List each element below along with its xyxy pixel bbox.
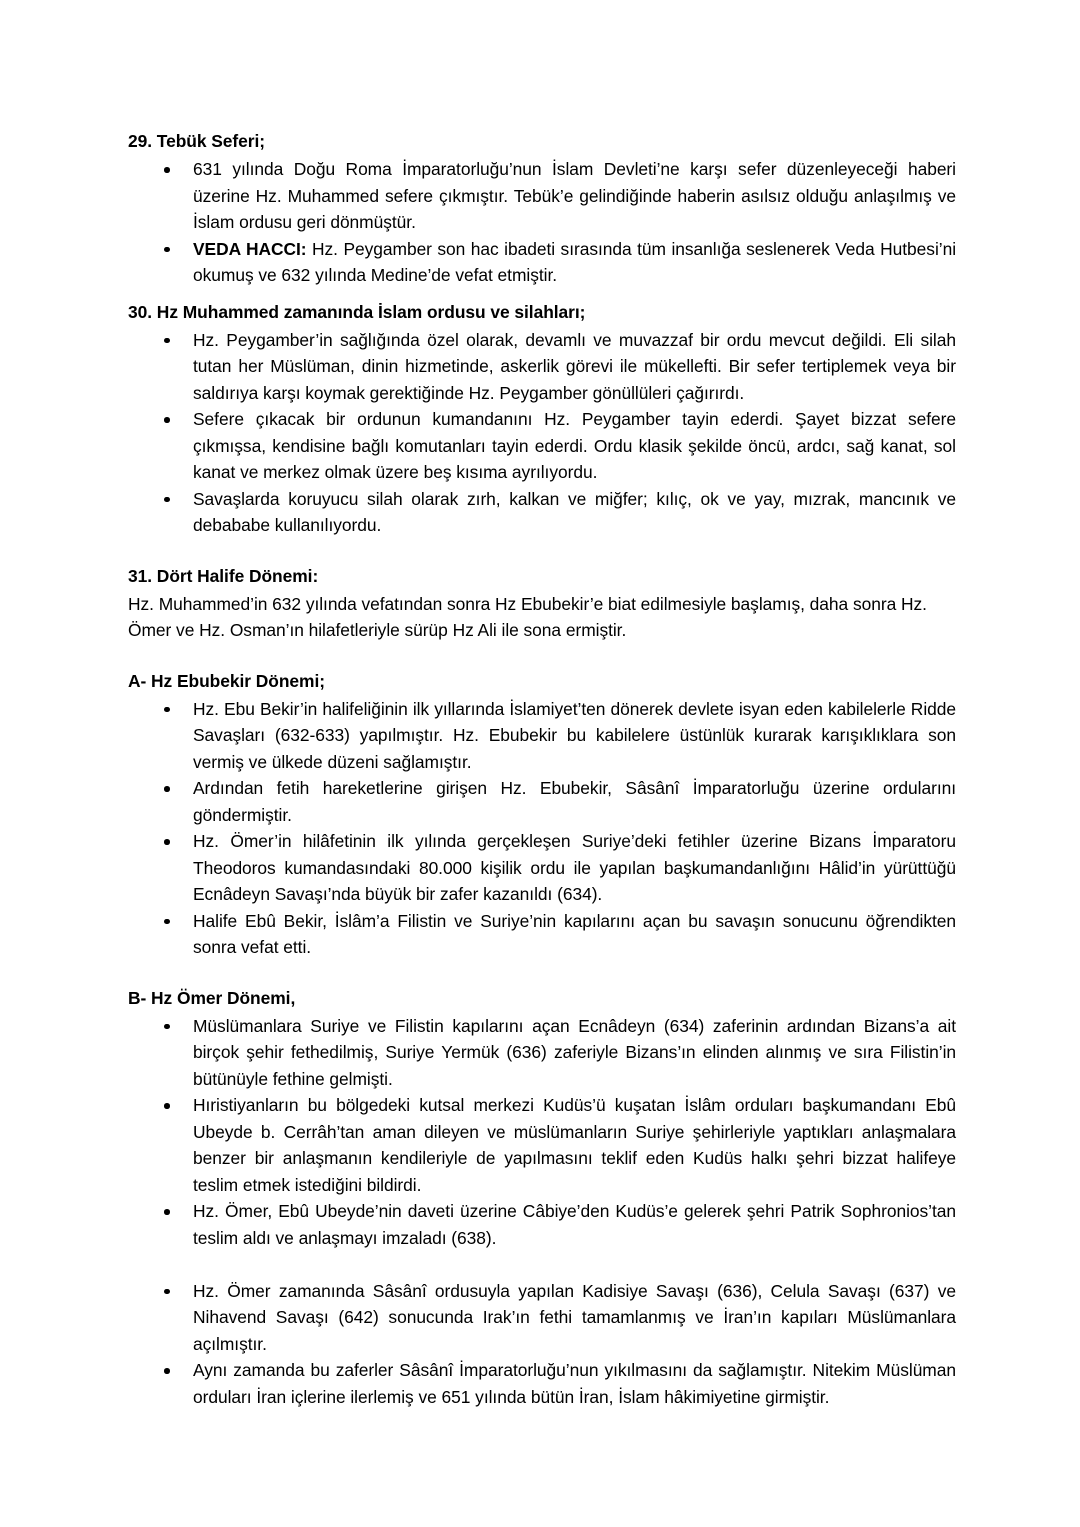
section-islam-ordusu [128,299,956,539]
list-item-text: Hz. Ömer zamanında Sâsânî ordusuyla yapılan Kadisiye Savaşı (636), Celula Savaşı (637) ve Nihavend Savaşı (642) sonucunda Irak’ın fethi tamamlanmış ve İran’ın kapıları Müslümanlara açılmıştır. [193,1280,956,1354]
spacer [128,644,956,668]
list-item [128,775,956,828]
list-item-text: Müslümanlara Suriye ve Filistin kapılarını açan Ecnâdeyn (634) zaferinin ardından Bizans’a ait birçok şehir fethedilmiş, Suriye Yermük (636) zaferiyle Bizans’ın elinden alınmış ve sıra Filistin’in bütünüyle fethine gelmişti. [193,1015,956,1089]
list-item [128,406,956,486]
list-item [128,236,956,289]
section-heading: 30. Hz Muhammed zamanında İslam ordusu ve silahları; [128,301,586,322]
list-item-text: Hıristiyanların bu bölgedeki kutsal merkezi Kudüs’ü kuşatan İslâm orduları başkumandanı Ebû Ubeyde b. Cerrâh’tan aman dileyen ve müslümanların Suriye şehirleriyle yaptıkları anlaşmalara benzer bir anlaşmanın kendileriyle de yapılmasını teklif eden Kudüs halkı şehri bizzat halifeye teslim etmek istediğini bildirdi. [193,1095,956,1195]
bullet-list [128,327,956,539]
list-item-text: Sefere çıkacak bir ordunun kumandanını Hz. Peygamber tayin ederdi. Şayet bizzat sefere çıkmışsa, kendisine bağlı komutanları tayin ederdi. Ordu klasik şekilde öncü, ardcı, sağ kanat, sol kanat ve merkez olmak üzere beş kısıma ayrılıyordu. [193,409,956,482]
section-heading: B- Hz Ömer Dönemi, [128,987,296,1008]
list-item [128,696,956,776]
bullet-list [128,156,956,289]
list-item-text: Hz. Peygamber’in sağlığında özel olarak, devamlı ve muvazzaf bir ordu mevcut değildi. Eli silah tutan her Müslüman, dinin hizmetinde, askerlik görevi ile mükellefti. Bir sefer tertiplemek veya bir saldırıya karşı koymak gerektiğinde Hz. Peygamber gönüllüleri çağırırdı. [193,329,956,403]
list-item [128,908,956,961]
list-item [128,327,956,407]
spacer [128,539,956,563]
list-item-text: Ardından fetih hareketlerine girişen Hz. Ebubekir, Sâsânî İmparatorluğu üzerine ordularını göndermiştir. [193,778,956,825]
list-item [128,486,956,539]
section-dort-halife-donemi [128,563,956,644]
section-tebuk-seferi [128,128,956,289]
section-heading: A- Hz Ebubekir Dönemi; [128,670,325,691]
bullet-list [128,1013,956,1411]
list-item [128,1198,956,1251]
section-hz-ebubekir-donemi [128,668,956,961]
section-hz-omer-donemi [128,985,956,1411]
list-item [128,1357,956,1410]
list-item-text: Halife Ebû Bekir, İslâm’a Filistin ve Suriye’nin kapılarını açan bu savaşın sonucunu öğrendikten sonra vefat etti. [193,910,956,957]
list-item-text: Aynı zamanda bu zaferler Sâsânî İmparatorluğu’nun yıkılmasını da sağlamıştır. Nitekim Müslüman orduları İran içlerine ilerlemiş ve 651 yılında bütün İran, İslam hâkimiyetine girmiştir. [193,1360,956,1407]
list-item-text: Hz. Ömer, Ebû Ubeyde’nin daveti üzerine Câbiye’den Kudüs’e gelerek şehri Patrik Sophronios’tan teslim aldı ve anlaşmayı imzaladı (638). [193,1201,956,1248]
section-paragraph: Hz. Muhammed’in 632 yılında vefatından sonra Hz Ebubekir’e biat edilmesiyle başlamış, daha sonra Hz. Ömer ve Hz. Osman’ın hilafetleriyle sürüp Hz Ali ile sona ermiştir. [128,593,927,640]
list-item [128,828,956,908]
bullet-list [128,696,956,961]
spacer [128,289,956,299]
list-item-lead: VEDA HACCI: [193,238,307,259]
list-item [128,1278,956,1358]
list-item-text: 631 yılında Doğu Roma İmparatorluğu’nun İslam Devleti’ne karşı sefer düzenleyeceği haberi üzerine Hz. Muhammed sefere çıkmıştır. Tebük’e gelindiğinde haberin asılsız olduğu anlaşılmış ve İslam ordusu geri dönmüştür. [193,159,956,232]
document-body [128,128,956,1410]
list-item-text: Hz. Peygamber son hac ibadeti sırasında tüm insanlığa seslenerek Veda Hutbesi’ni okumuş ve 632 yılında Medine’de vefat etmiştir. [193,238,957,285]
list-item [128,156,956,236]
section-heading: 31. Dört Halife Dönemi: [128,565,319,586]
list-item-text: Hz. Ebu Bekir’in halifeliğinin ilk yıllarında İslamiyet’ten dönerek devlete isyan eden kabilelerle Ridde Savaşları (632-633) yapılmıştır. Hz. Ebubekir bu kabilelere üstünlük kurarak karışıklıklara son vermiş ve ülkede düzeni sağlamıştır. [193,698,956,772]
list-item [128,1092,956,1198]
list-item [128,1013,956,1093]
section-heading: 29. Tebük Seferi; [128,131,266,151]
list-item-text: Savaşlarda koruyucu silah olarak zırh, kalkan ve miğfer; kılıç, ok ve yay, mızrak, mancınık ve debababe kullanılıyordu. [193,488,956,535]
spacer [128,961,956,985]
list-item-text: Hz. Ömer’in hilâfetinin ilk yılında gerçekleşen Suriye’deki fetihler üzerine Bizans İmparatoru Theodoros kumandasındaki 80.000 kişilik ordu ile yapılan başkumandanlığını Hâlid’in yürüttüğü Ecnâdeyn Savaşı’nda büyük bir zafer kazanıldı (634). [193,831,956,904]
